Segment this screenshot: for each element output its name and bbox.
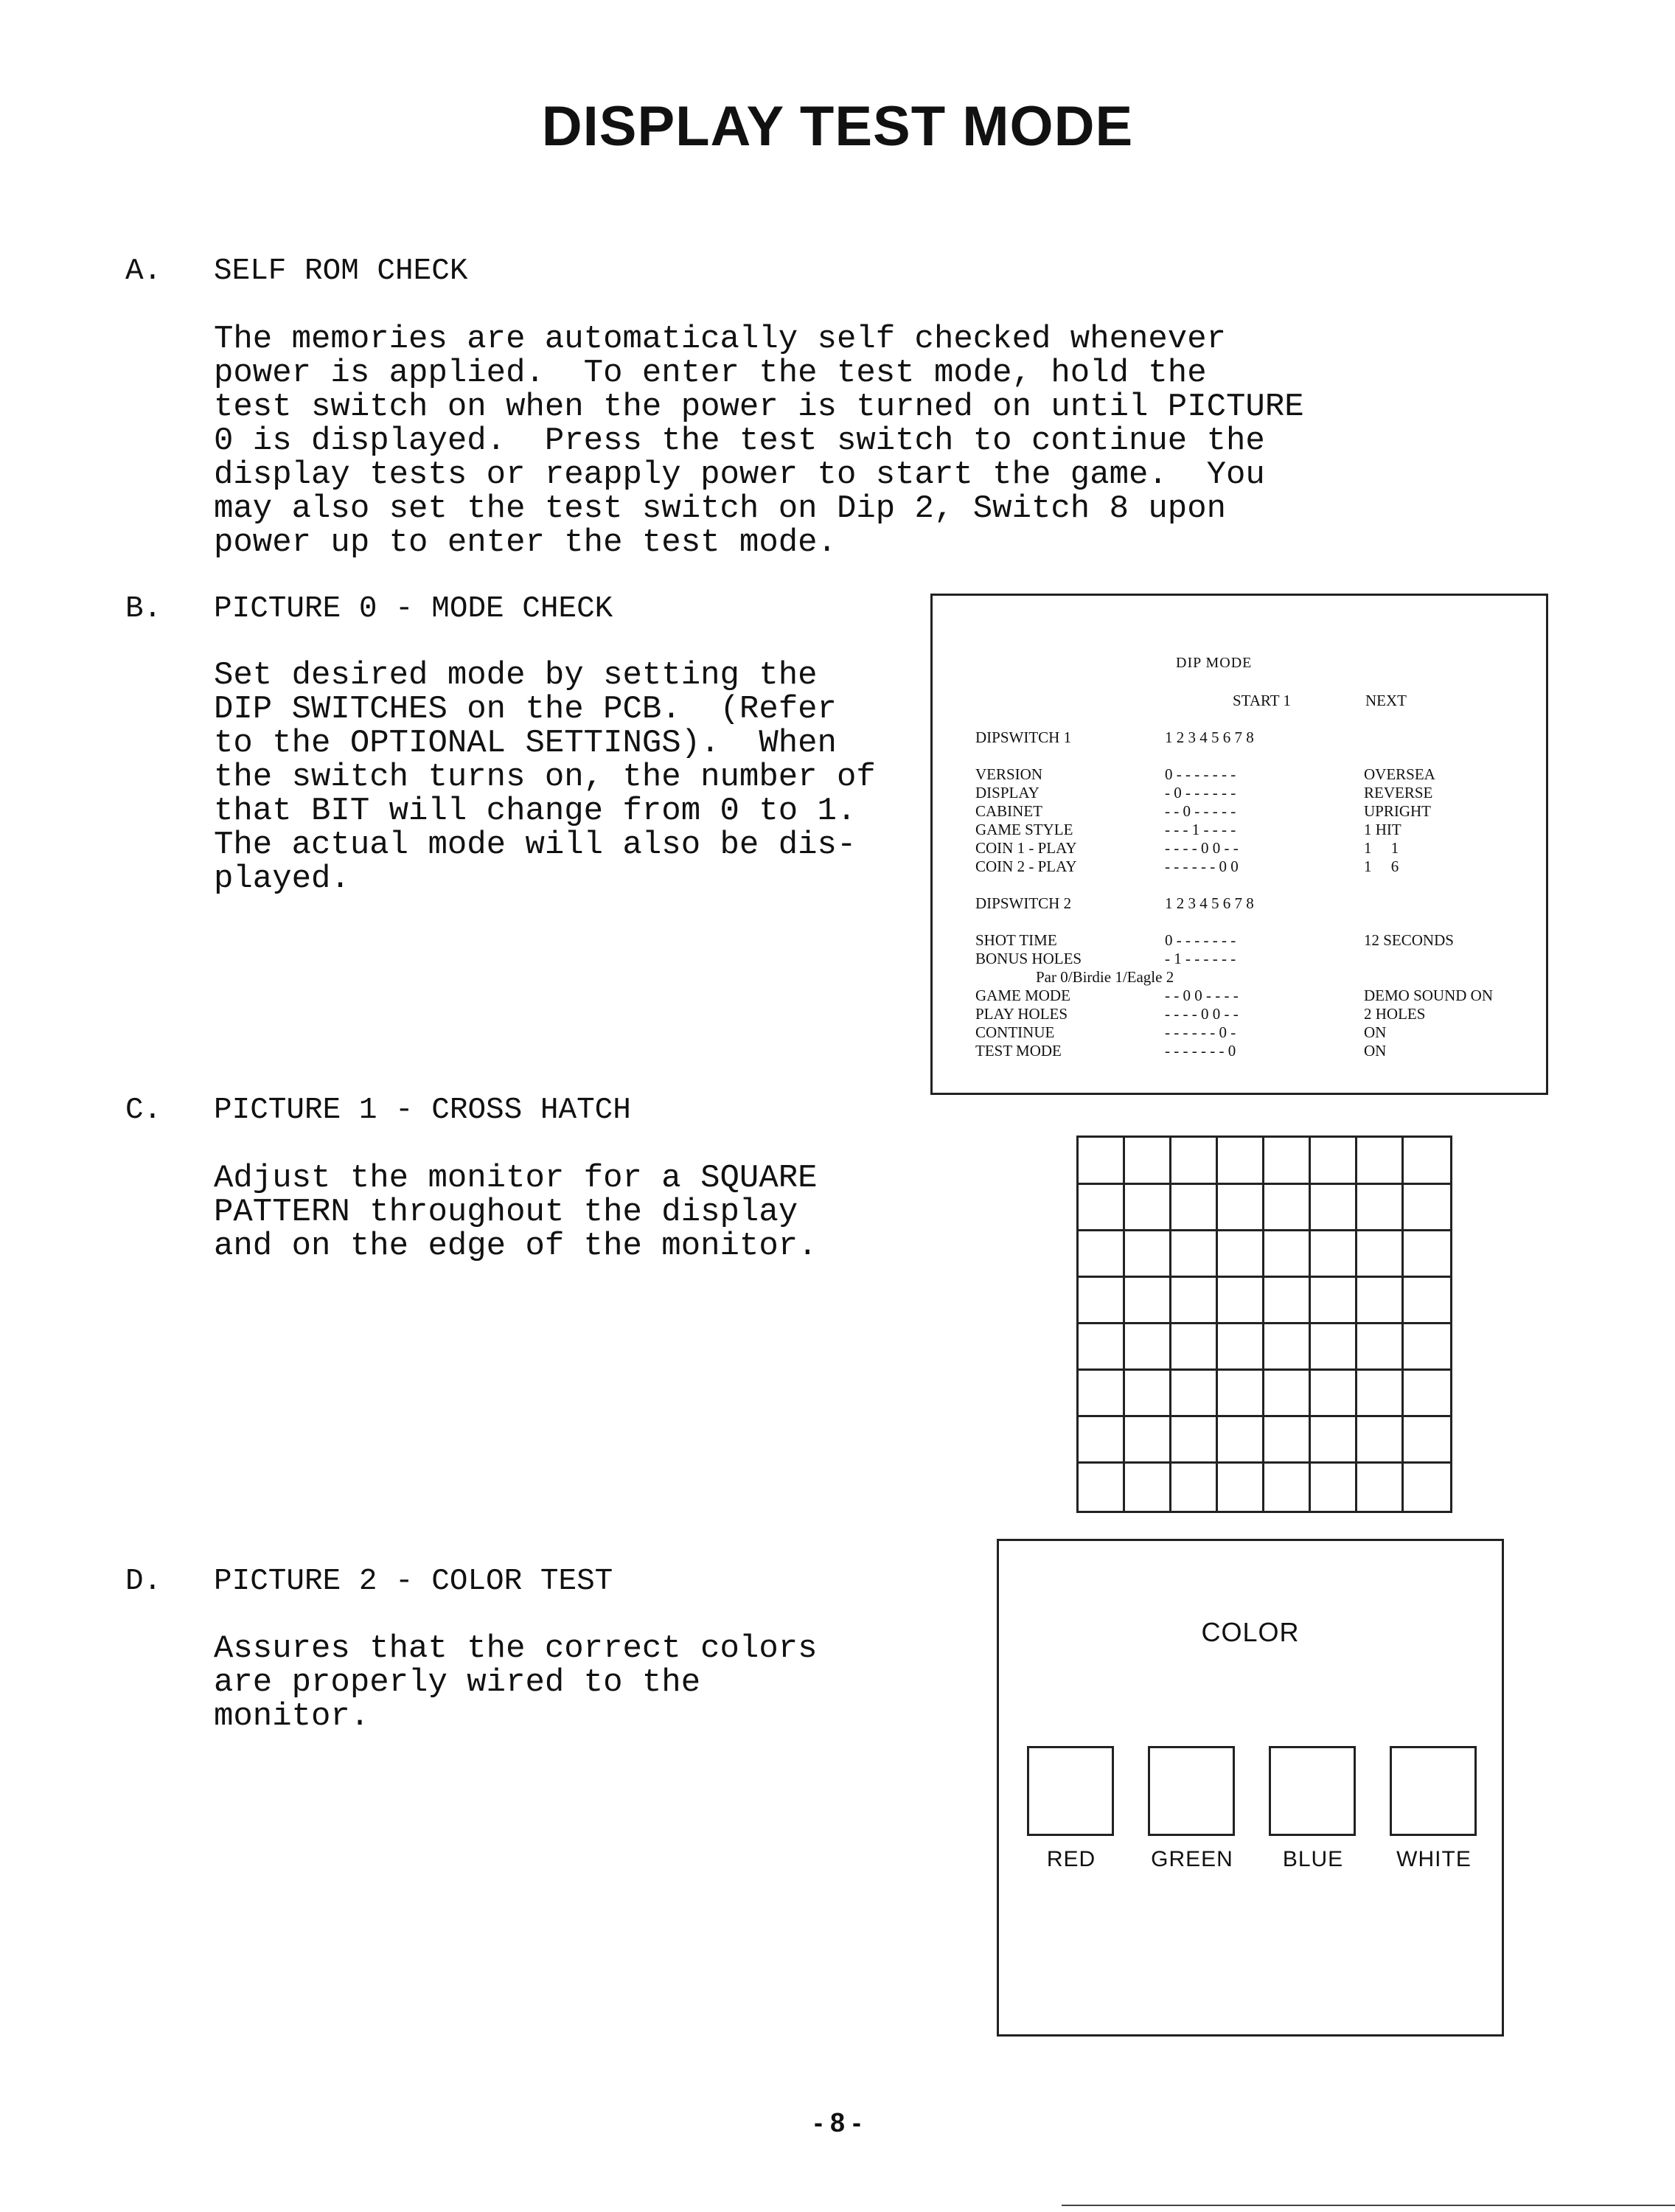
dipswitch-2-label: DIPSWITCH 2 bbox=[975, 894, 1072, 912]
grid-line bbox=[1079, 1461, 1450, 1464]
dip-row-bits: - - 0 - - - - - bbox=[1165, 802, 1236, 820]
section-d-line: are properly wired to the bbox=[214, 1664, 701, 1701]
grid-line bbox=[1355, 1138, 1357, 1511]
section-a-line: The memories are automatically self checked whenever bbox=[214, 321, 1227, 358]
grid-line bbox=[1123, 1138, 1125, 1511]
dip-row-bits: - - - - 0 0 - - bbox=[1165, 1005, 1239, 1023]
page-number: - 8 - bbox=[813, 2107, 861, 2138]
dip-row-value: ON bbox=[1364, 1042, 1387, 1060]
red-swatch bbox=[1027, 1746, 1114, 1836]
section-b-line: played. bbox=[214, 860, 350, 897]
grid-line bbox=[1262, 1138, 1264, 1511]
section-b-heading: PICTURE 0 - MODE CHECK bbox=[214, 592, 613, 626]
color-test-screen bbox=[997, 1539, 1504, 2037]
grid-line bbox=[1079, 1183, 1450, 1185]
section-d-line: Assures that the correct colors bbox=[214, 1630, 818, 1667]
dip-row-name: VERSION bbox=[975, 765, 1043, 783]
section-b-letter: B. bbox=[125, 592, 162, 626]
dip-row-bits: - - - - 0 0 - - bbox=[1165, 839, 1239, 857]
section-a-line: power up to enter the test mode. bbox=[214, 524, 837, 561]
section-d-heading: PICTURE 2 - COLOR TEST bbox=[214, 1565, 613, 1599]
dip-row-value: REVERSE bbox=[1364, 784, 1433, 801]
dip-row-name: GAME MODE bbox=[975, 987, 1070, 1004]
dip-row-name: GAME STYLE bbox=[975, 821, 1073, 838]
dip-row-name: COIN 2 - PLAY bbox=[975, 858, 1077, 875]
grid-line bbox=[1079, 1368, 1450, 1371]
dip-mode-screen bbox=[930, 594, 1548, 1095]
bonus-holes-note: Par 0/Birdie 1/Eagle 2 bbox=[1036, 968, 1174, 986]
dipswitch-1-label: DIPSWITCH 1 bbox=[975, 728, 1072, 746]
page-title: DISPLAY TEST MODE bbox=[541, 95, 1134, 158]
section-a-line: power is applied. To enter the test mode, hold the bbox=[214, 355, 1207, 392]
section-d-letter: D. bbox=[125, 1565, 162, 1599]
dip-row-name: COIN 1 - PLAY bbox=[975, 839, 1077, 857]
dip-row-bits: - - 0 0 - - - - bbox=[1165, 987, 1239, 1004]
section-c-line: PATTERN throughout the display bbox=[214, 1194, 798, 1231]
bottom-rule bbox=[1062, 2205, 1675, 2206]
dip-row-value: OVERSEA bbox=[1364, 765, 1435, 783]
section-d-body bbox=[214, 1632, 818, 1733]
section-b-body bbox=[214, 658, 876, 896]
section-a-letter: A. bbox=[125, 254, 162, 288]
dip-row-name: PLAY HOLES bbox=[975, 1005, 1068, 1023]
dip-row-name: DISPLAY bbox=[975, 784, 1040, 801]
blue-swatch bbox=[1269, 1746, 1356, 1836]
section-b-line: the switch turns on, the number of bbox=[214, 759, 876, 796]
dip-row-value: 1 HIT bbox=[1364, 821, 1401, 838]
dip-row-value: 1 1 bbox=[1364, 839, 1399, 857]
section-a-line: test switch on when the power is turned on until PICTURE bbox=[214, 389, 1304, 425]
dip-row-value: ON bbox=[1364, 1023, 1387, 1041]
section-a-line: 0 is displayed. Press the test switch to continue the bbox=[214, 422, 1265, 459]
color-screen-title: COLOR bbox=[1201, 1617, 1300, 1647]
dip-row-bits: - - - - - - 0 0 bbox=[1165, 858, 1239, 875]
green-label: GREEN bbox=[1151, 1847, 1233, 1871]
section-c-heading: PICTURE 1 - CROSS HATCH bbox=[214, 1093, 631, 1127]
dip-row-bits: - - - 1 - - - - bbox=[1165, 821, 1236, 838]
dip-row-bits: 0 - - - - - - - bbox=[1165, 765, 1236, 783]
section-c-body bbox=[214, 1161, 818, 1263]
dip-row-value: 2 HOLES bbox=[1364, 1005, 1426, 1023]
dip-row-name: BONUS HOLES bbox=[975, 950, 1082, 967]
dip-mode-title: DIP MODE bbox=[1176, 655, 1253, 671]
section-b-line: to the OPTIONAL SETTINGS). When bbox=[214, 725, 837, 762]
dip-row-bits: 0 - - - - - - - bbox=[1165, 931, 1236, 949]
section-b-line: that BIT will change from 0 to 1. bbox=[214, 793, 857, 830]
section-b-line: The actual mode will also be dis- bbox=[214, 827, 857, 863]
dip-row-name: CONTINUE bbox=[975, 1023, 1055, 1041]
grid-line bbox=[1079, 1229, 1450, 1231]
dip-row-bits: - - - - - - 0 - bbox=[1165, 1023, 1236, 1041]
dip-row-name: SHOT TIME bbox=[975, 931, 1057, 949]
grid-line bbox=[1169, 1138, 1171, 1511]
dipswitch-2-bits: 1 2 3 4 5 6 7 8 bbox=[1165, 894, 1254, 912]
section-d-line: monitor. bbox=[214, 1698, 370, 1735]
section-c-letter: C. bbox=[125, 1093, 162, 1127]
dip-next-label: NEXT bbox=[1365, 692, 1407, 709]
section-b-line: Set desired mode by setting the bbox=[214, 657, 818, 694]
dip-row-value: UPRIGHT bbox=[1364, 802, 1432, 820]
grid-line bbox=[1401, 1138, 1404, 1511]
dip-row-name: TEST MODE bbox=[975, 1042, 1062, 1060]
grid-line bbox=[1216, 1138, 1218, 1511]
section-c-line: Adjust the monitor for a SQUARE bbox=[214, 1160, 818, 1197]
dipswitch-1-bits: 1 2 3 4 5 6 7 8 bbox=[1165, 728, 1254, 746]
section-a-body bbox=[214, 322, 1304, 560]
white-label: WHITE bbox=[1396, 1847, 1472, 1871]
section-a-line: may also set the test switch on Dip 2, Switch 8 upon bbox=[214, 490, 1227, 527]
blue-label: BLUE bbox=[1282, 1847, 1344, 1871]
dip-row-bits: - 0 - - - - - - bbox=[1165, 784, 1236, 801]
dip-row-value: DEMO SOUND ON bbox=[1364, 987, 1494, 1004]
section-c-line: and on the edge of the monitor. bbox=[214, 1228, 818, 1265]
section-a-line: display tests or reapply power to start the game. You bbox=[214, 456, 1265, 493]
dip-row-name: CABINET bbox=[975, 802, 1042, 820]
cross-hatch-pattern bbox=[1076, 1135, 1452, 1513]
dip-start-label: START 1 bbox=[1233, 692, 1291, 709]
green-swatch bbox=[1148, 1746, 1235, 1836]
dip-row-bits: - 1 - - - - - - bbox=[1165, 950, 1236, 967]
section-a-heading: SELF ROM CHECK bbox=[214, 254, 468, 288]
grid-line bbox=[1079, 1322, 1450, 1324]
white-swatch bbox=[1390, 1746, 1477, 1836]
grid-line bbox=[1079, 1276, 1450, 1278]
grid-line bbox=[1079, 1415, 1450, 1417]
dip-row-value: 12 SECONDS bbox=[1364, 931, 1454, 949]
dip-row-value: 1 6 bbox=[1364, 858, 1399, 875]
red-label: RED bbox=[1046, 1847, 1096, 1871]
dip-row-bits: - - - - - - - 0 bbox=[1165, 1042, 1236, 1060]
section-b-line: DIP SWITCHES on the PCB. (Refer bbox=[214, 691, 837, 728]
grid-line bbox=[1309, 1138, 1311, 1511]
